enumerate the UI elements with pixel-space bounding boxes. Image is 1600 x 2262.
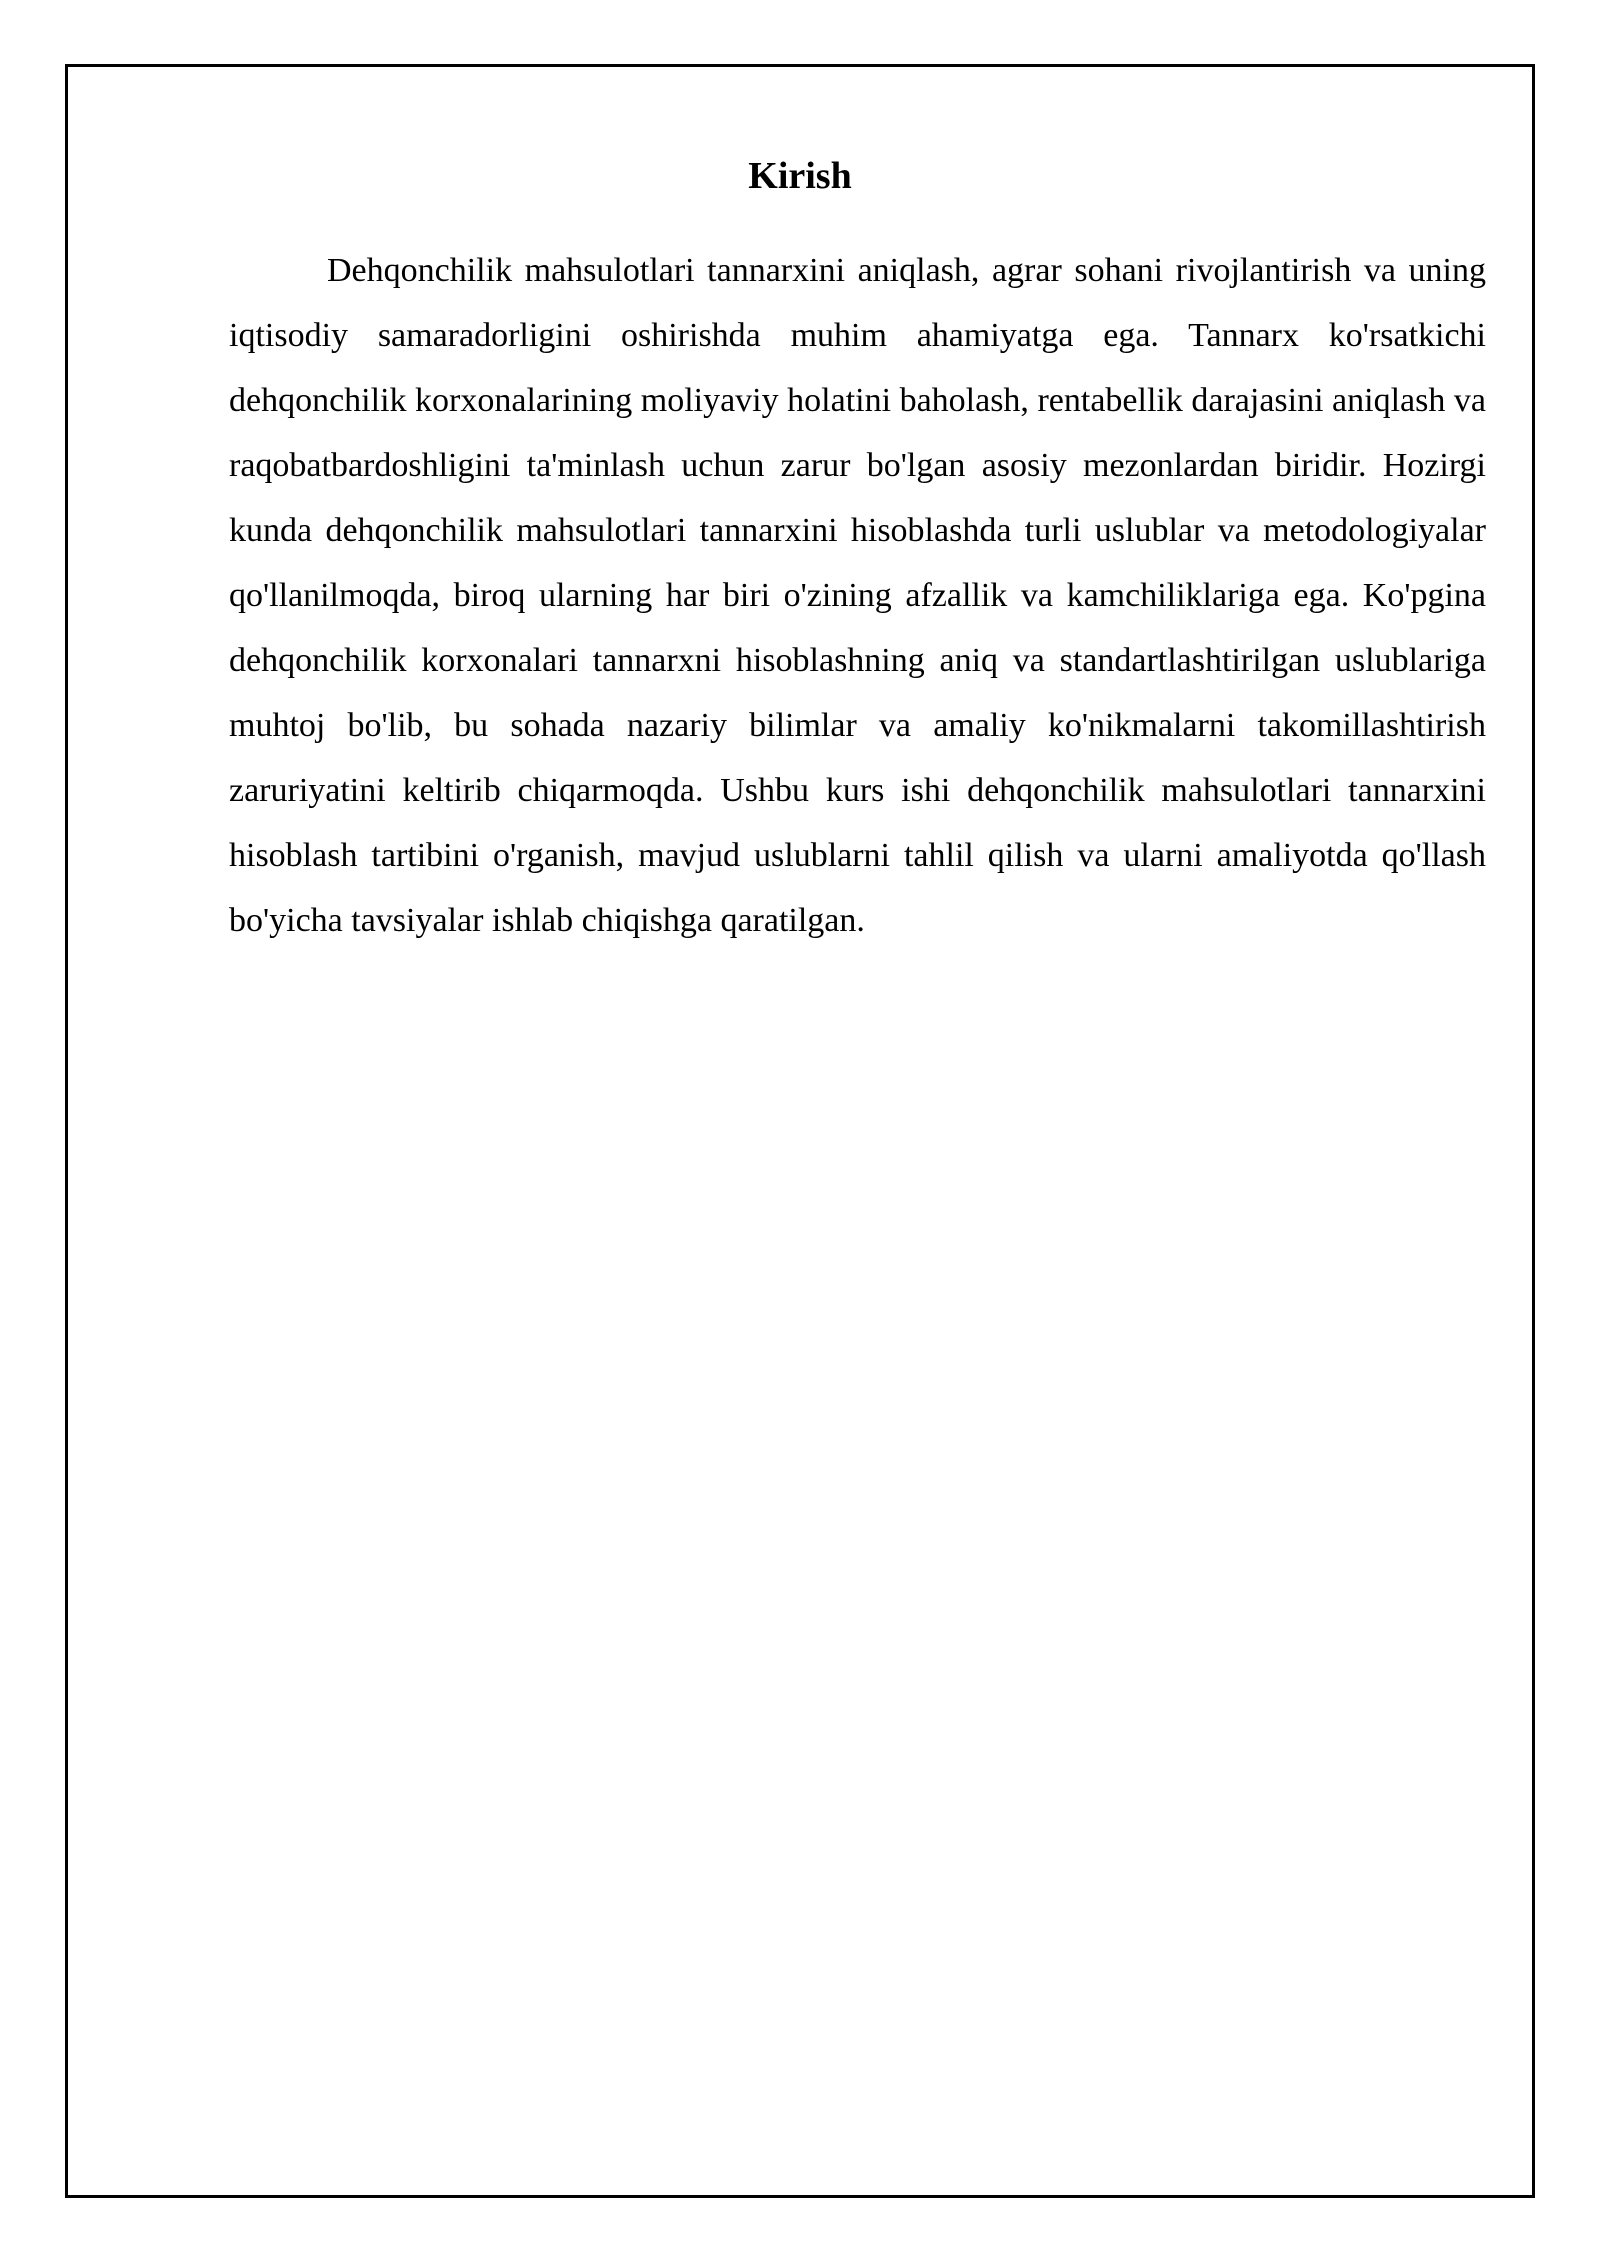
body-paragraph: Dehqonchilik mahsulotlari tannarxini aniqlash, agrar sohani rivojlantirish va uning iqtisodiy samaradorligini oshirishda muhim ahamiyatga ega. Tannarx ko'rsatkichi dehqonchilik korxonalarining moliyaviy holatini baholash, rentabellik darajasini aniqlash va raqobatbardoshligini ta'minlash uchun zarur bo'lgan asosiy mezonlardan biridir. Hozirgi kunda dehqonchilik mahsulotlari tannarxini hisoblashda turli uslublar va metodologiyalar qo'llanilmoqda, biroq ularning har biri o'zining afzallik va kamchiliklariga ega. Ko'pgina dehqonchilik korxonalari tannarxni hisoblashning aniq va standartlashtirilgan uslublariga muhtoj bo'lib, bu sohada nazariy bilimlar va amaliy ko'nikmalarni takomillashtirish zaruriyatini keltirib chiqarmoqda. Ushbu kurs ishi dehqonchilik mahsulotlari tannarxini hisoblash tartibini o'rganish, mavjud uslublarni tahlil qilish va ularni amaliyotda qo'llash bo'yicha tavsiyalar ishlab chiqishga qaratilgan. bbox=[229, 252, 1486, 939]
page-title: Kirish bbox=[748, 155, 852, 197]
